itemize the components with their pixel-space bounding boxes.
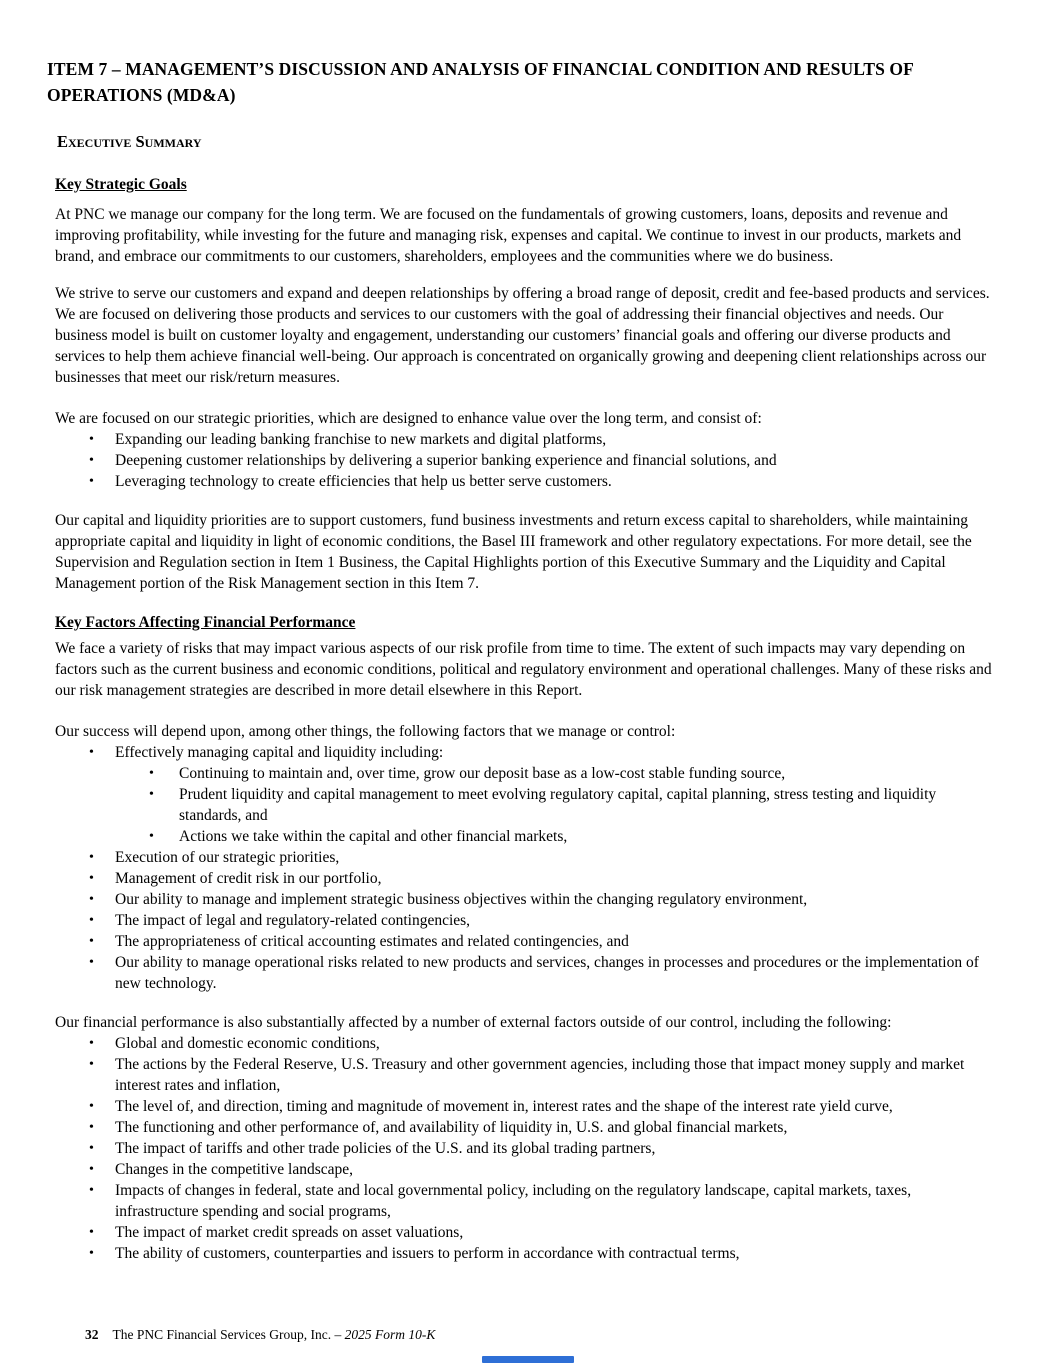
list-item: • Expanding our leading banking franchise to new markets and digital platforms,	[47, 429, 995, 450]
manage-control-intro: Our success will depend upon, among other things, the following factors that we manage or control:	[55, 723, 676, 740]
list-item: • Effectively managing capital and liquidity including:	[47, 742, 995, 763]
page-number: 32	[85, 1327, 99, 1342]
list-item: • Our ability to manage and implement strategic business objectives within the changing regulatory environment,	[47, 889, 995, 910]
list-item: • The impact of legal and regulatory-related contingencies,	[47, 910, 995, 931]
footer-company-text: The PNC Financial Services Group, Inc. –	[112, 1327, 342, 1342]
list-item: • The actions by the Federal Reserve, U.S. Treasury and other government agencies, including those that impact money supply and market interest rates and inflation,	[47, 1054, 995, 1096]
footer-form-text: 2025 Form 10-K	[344, 1327, 436, 1342]
list-item: • Leveraging technology to create efficiencies that help us better serve customers.	[47, 471, 995, 492]
page-title: ITEM 7 – MANAGEMENT’S DISCUSSION AND ANALYSIS OF FINANCIAL CONDITION AND RESULTS OF OPERATIONS (MD&A)	[47, 59, 914, 105]
executive-summary-heading: Executive Summary	[57, 132, 202, 151]
list-item: • Global and domestic economic conditions,	[47, 1033, 995, 1054]
list-item: • Impacts of changes in federal, state and local governmental policy, including on the regulatory landscape, capital markets, taxes, infrastructure spending and social programs,	[47, 1180, 995, 1222]
list-item: • Changes in the competitive landscape,	[47, 1159, 995, 1180]
list-item: • Execution of our strategic priorities,	[47, 847, 995, 868]
page-position-indicator	[482, 1356, 574, 1363]
list-item: • The appropriateness of critical accounting estimates and related contingencies, and	[47, 931, 995, 952]
list-item: • The functioning and other performance of, and availability of liquidity in, U.S. and global financial markets,	[47, 1117, 995, 1138]
strategic-paragraph-4: Our capital and liquidity priorities are to support customers, fund business investments and return excess capital to shareholders, while maintaining appropriate capital and liquidity in light of economic conditions, the Basel III framework and other regulatory expectations. For more detail, see the Supervision and Regulation section in Item 1 Business, the Capital Highlights portion of this Executive Summary and the Liquidity and Capital Management portion of the Risk Management section in this Item 7.	[55, 512, 972, 592]
strategic-priorities-list	[47, 429, 995, 492]
list-item: • The level of, and direction, timing and magnitude of movement in, interest rates and the shape of the interest rate yield curve,	[47, 1096, 995, 1117]
strategic-paragraph-2: We strive to serve our customers and expand and deepen relationships by offering a broad range of deposit, credit and fee-based products and services. We are focused on delivering those products and services to our customers with the goal of addressing their financial objectives and needs. Our business model is built on customer loyalty and engagement, understanding our customers’ financial goals and offering our diverse products and services to help them achieve financial well-being. Our approach is concentrated on organically growing and deepening client relationships across our businesses that meet our risk/return measures.	[55, 285, 990, 386]
list-item: • Our ability to manage operational risks related to new products and services, changes in processes and procedures or the implementation of new technology.	[47, 952, 995, 994]
sub-list-item: • Continuing to maintain and, over time, grow our deposit base as a low-cost stable funding source,	[47, 763, 995, 784]
external-factors-list	[47, 1033, 995, 1264]
list-item: • The impact of tariffs and other trade policies of the U.S. and its global trading partners,	[47, 1138, 995, 1159]
page-footer	[85, 1326, 435, 1344]
external-factors-intro: Our financial performance is also substantially affected by a number of external factors outside of our control, including the following:	[55, 1014, 892, 1031]
key-factors-paragraph-1: We face a variety of risks that may impact various aspects of our risk profile from time to time. The extent of such impacts may vary depending on factors such as the current business and economic conditions, political and regulatory environment and operational challenges. Many of these risks and our risk management strategies are described in more detail elsewhere in this Report.	[55, 640, 992, 699]
list-item: • Management of credit risk in our portfolio,	[47, 868, 995, 889]
list-item: • Deepening customer relationships by delivering a superior banking experience and financial solutions, and	[47, 450, 995, 471]
list-item: • The ability of customers, counterparties and issuers to perform in accordance with contractual terms,	[47, 1243, 995, 1264]
key-factors-heading: Key Factors Affecting Financial Performance	[55, 614, 356, 631]
strategic-priorities-intro: We are focused on our strategic priorities, which are designed to enhance value over the long term, and consist of:	[55, 410, 762, 427]
key-strategic-goals-heading: Key Strategic Goals	[55, 176, 187, 193]
sub-list-item: • Prudent liquidity and capital management to meet evolving regulatory capital, capital planning, stress testing and liquidity standards, and	[47, 784, 995, 826]
strategic-paragraph-1: At PNC we manage our company for the long term. We are focused on the fundamentals of growing customers, loans, deposits and revenue and improving profitability, while investing for the future and managing risk, expenses and capital. We continue to invest in our products, markets and brand, and embrace our commitments to our customers, shareholders, employees and the communities where we do business.	[55, 206, 962, 265]
sub-list-item: • Actions we take within the capital and other financial markets,	[47, 826, 995, 847]
manage-control-list	[47, 742, 995, 994]
list-item: • The impact of market credit spreads on asset valuations,	[47, 1222, 995, 1243]
